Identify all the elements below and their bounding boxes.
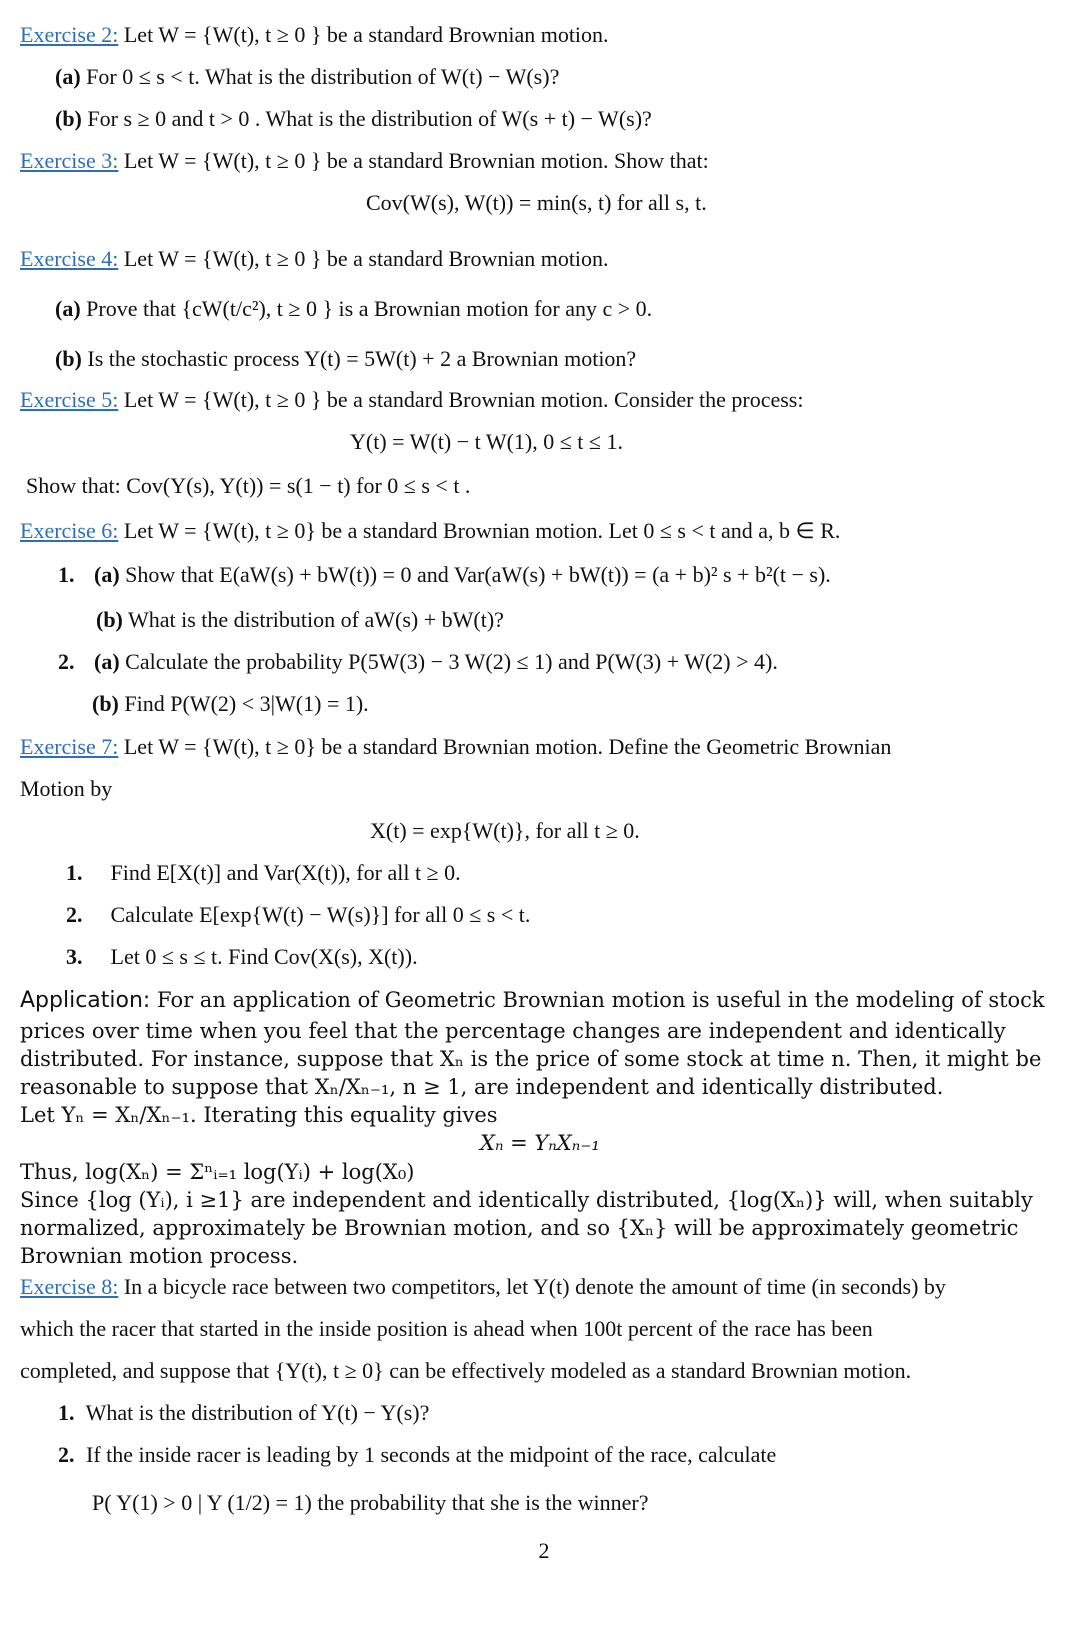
exercise-8-link[interactable]: Exercise 8: (20, 1274, 119, 1299)
exercise-4-link[interactable]: Exercise 4: (20, 246, 119, 271)
exercise-3-formula: Cov(W(s), W(t)) = min(s, t) for all s, t. (366, 190, 707, 215)
exercise-8-intro: In a bicycle race between two competitors, let Y(t) denote the amount of time (in seconds) by (118, 1274, 946, 1299)
exercise-7-line (20, 734, 891, 759)
exercise-6-q1b-text: What is the distribution of aW(s) + bW(t)? (122, 607, 504, 632)
application-text-1: For an application of Geometric Brownian motion is useful in the modeling of stock (150, 988, 1045, 1012)
exercise-2a (55, 64, 559, 89)
application-line-7: Since {log (Yᵢ), i ≥1} are independent and identically distributed, {log(Xₙ)} will, when suitably (20, 1188, 1033, 1212)
exercise-4a (55, 296, 652, 321)
exercise-8-item-2b: P( Y(1) > 0 | Y (1/2) = 1) the probability that she is the winner? (92, 1490, 649, 1515)
exercise-5-show: Show that: Cov(Y(s), Y(t)) = s(1 − t) for 0 ≤ s < t . (26, 473, 471, 498)
application-line-8: normalized, approximately be Brownian motion, and so {Xₙ} will be approximately geometric (20, 1216, 1019, 1240)
exercise-8-item-2 (58, 1442, 776, 1467)
exercise-7-intro-2: Motion by (20, 776, 113, 801)
exercise-4b-label: (b) (55, 346, 82, 371)
exercise-6-q1b (96, 607, 504, 632)
exercise-5-formula: Y(t) = W(t) − t W(1), 0 ≤ t ≤ 1. (350, 429, 623, 454)
exercise-4a-text: Prove that {cW(t/c²), t ≥ 0 } is a Brownian motion for any c > 0. (80, 296, 653, 321)
exercise-6-q2a (58, 649, 778, 674)
exercise-8-line-2: which the racer that started in the inside position is ahead when 100t percent of the race has been (20, 1316, 873, 1341)
exercise-6-q2b-text: Find P(W(2) < 3|W(1) = 1). (118, 691, 369, 716)
exercise-7-item-3 (66, 944, 418, 969)
exercise-7-link[interactable]: Exercise 7: (20, 734, 119, 759)
application-line-9: Brownian motion process. (20, 1244, 299, 1268)
exercise-2b-text: For s ≥ 0 and t > 0 . What is the distribution of W(s + t) − W(s)? (81, 106, 652, 131)
exercise-8-item-1-text: What is the distribution of Y(t) − Y(s)? (80, 1400, 430, 1425)
exercise-7-num-2: 2. (66, 902, 83, 927)
exercise-6-q2a-text: Calculate the probability P(5W(3) − 3 W(2) ≤ 1) and P(W(3) + W(2) > 4). (119, 649, 778, 674)
exercise-6-line (20, 518, 840, 543)
exercise-6-intro: Let W = {W(t), t ≥ 0} be a standard Brownian motion. Let 0 ≤ s < t and a, b ∈ R. (118, 518, 841, 543)
exercise-4b-text: Is the stochastic process Y(t) = 5W(t) + 2 a Brownian motion? (81, 346, 637, 371)
exercise-6-q2b-label: (b) (92, 691, 119, 716)
exercise-7-item-2-text: Calculate E[exp{W(t) − W(s)}] for all 0 ≤ s < t. (110, 902, 531, 927)
exercise-8-num-2: 2. (58, 1442, 75, 1467)
exercise-4b (55, 346, 636, 371)
application-line-5: Let Yₙ = Xₙ/Xₙ₋₁. Iterating this equality gives (20, 1103, 498, 1127)
exercise-7-intro: Let W = {W(t), t ≥ 0} be a standard Brownian motion. Define the Geometric Brownian (118, 734, 892, 759)
exercise-5-intro: Let W = {W(t), t ≥ 0 } be a standard Brownian motion. Consider the process: (118, 387, 804, 412)
exercise-6-q1b-label: (b) (96, 607, 123, 632)
exercise-3-intro: Let W = {W(t), t ≥ 0 } be a standard Brownian motion. Show that: (118, 148, 709, 173)
exercise-8-line (20, 1274, 946, 1299)
exercise-7-num-3: 3. (66, 944, 83, 969)
exercise-2a-label: (a) (55, 64, 81, 89)
exercise-2b-label: (b) (55, 106, 82, 131)
application-line-6: Thus, log(Xₙ) = Σⁿᵢ₌₁ log(Yᵢ) + log(X₀) (20, 1160, 415, 1184)
exercise-5-link[interactable]: Exercise 5: (20, 387, 119, 412)
exercise-8-num-1: 1. (58, 1400, 75, 1425)
application-line-4: reasonable to suppose that Xₙ/Xₙ₋₁, n ≥ 1, are independent and identically distributed. (20, 1075, 944, 1099)
exercise-8-item-1 (58, 1400, 429, 1425)
exercise-7-num-1: 1. (66, 860, 83, 885)
exercise-7-item-1 (66, 860, 461, 885)
application-label: Application: (20, 988, 151, 1013)
exercise-6-link[interactable]: Exercise 6: (20, 518, 119, 543)
exercise-6-num-2: 2. (58, 649, 75, 674)
exercise-8-line-3: completed, and suppose that {Y(t), t ≥ 0} can be effectively modeled as a standard Brownian motion. (20, 1358, 912, 1383)
application-line-3: distributed. For instance, suppose that Xₙ is the price of some stock at time n. Then, it might be (20, 1047, 1042, 1071)
exercise-3-line (20, 148, 709, 173)
exercise-7-item-2 (66, 902, 530, 927)
exercise-4a-label: (a) (55, 296, 81, 321)
exercise-7-item-1-text: Find E[X(t)] and Var(X(t)), for all t ≥ 0. (110, 860, 461, 885)
exercise-6-q1a-label: (a) (94, 562, 120, 587)
exercise-6-q2b (92, 691, 369, 716)
exercise-2b (55, 106, 652, 131)
exercise-8-item-2-text: If the inside racer is leading by 1 seconds at the midpoint of the race, calculate (80, 1442, 777, 1467)
exercise-3-link[interactable]: Exercise 3: (20, 148, 119, 173)
exercise-2-link[interactable]: Exercise 2: (20, 22, 119, 47)
exercise-6-q1a (58, 562, 831, 587)
exercise-6-q2a-label: (a) (94, 649, 120, 674)
exercise-7-item-3-text: Let 0 ≤ s ≤ t. Find Cov(X(s), X(t)). (110, 944, 418, 969)
exercise-4-intro: Let W = {W(t), t ≥ 0 } be a standard Brownian motion. (118, 246, 609, 271)
exercise-2-intro: Let W = {W(t), t ≥ 0 } be a standard Brownian motion. (118, 22, 609, 47)
exercise-4-line (20, 246, 609, 271)
exercise-5-line (20, 387, 803, 412)
exercise-6-num-1: 1. (58, 562, 75, 587)
exercise-2-line (20, 22, 609, 47)
application-formula: Xₙ = YₙXₙ₋₁ (480, 1131, 600, 1155)
page-number: 2 (538, 1538, 550, 1563)
application-line-1 (20, 988, 1045, 1013)
exercise-6-q1a-text: Show that E(aW(s) + bW(t)) = 0 and Var(aW(s) + bW(t)) = (a + b)² s + b²(t − s). (119, 562, 831, 587)
application-line-2: prices over time when you feel that the percentage changes are independent and identically (20, 1019, 1006, 1043)
exercise-2a-text: For 0 ≤ s < t. What is the distribution of W(t) − W(s)? (80, 64, 560, 89)
exercise-7-formula: X(t) = exp{W(t)}, for all t ≥ 0. (370, 818, 640, 843)
